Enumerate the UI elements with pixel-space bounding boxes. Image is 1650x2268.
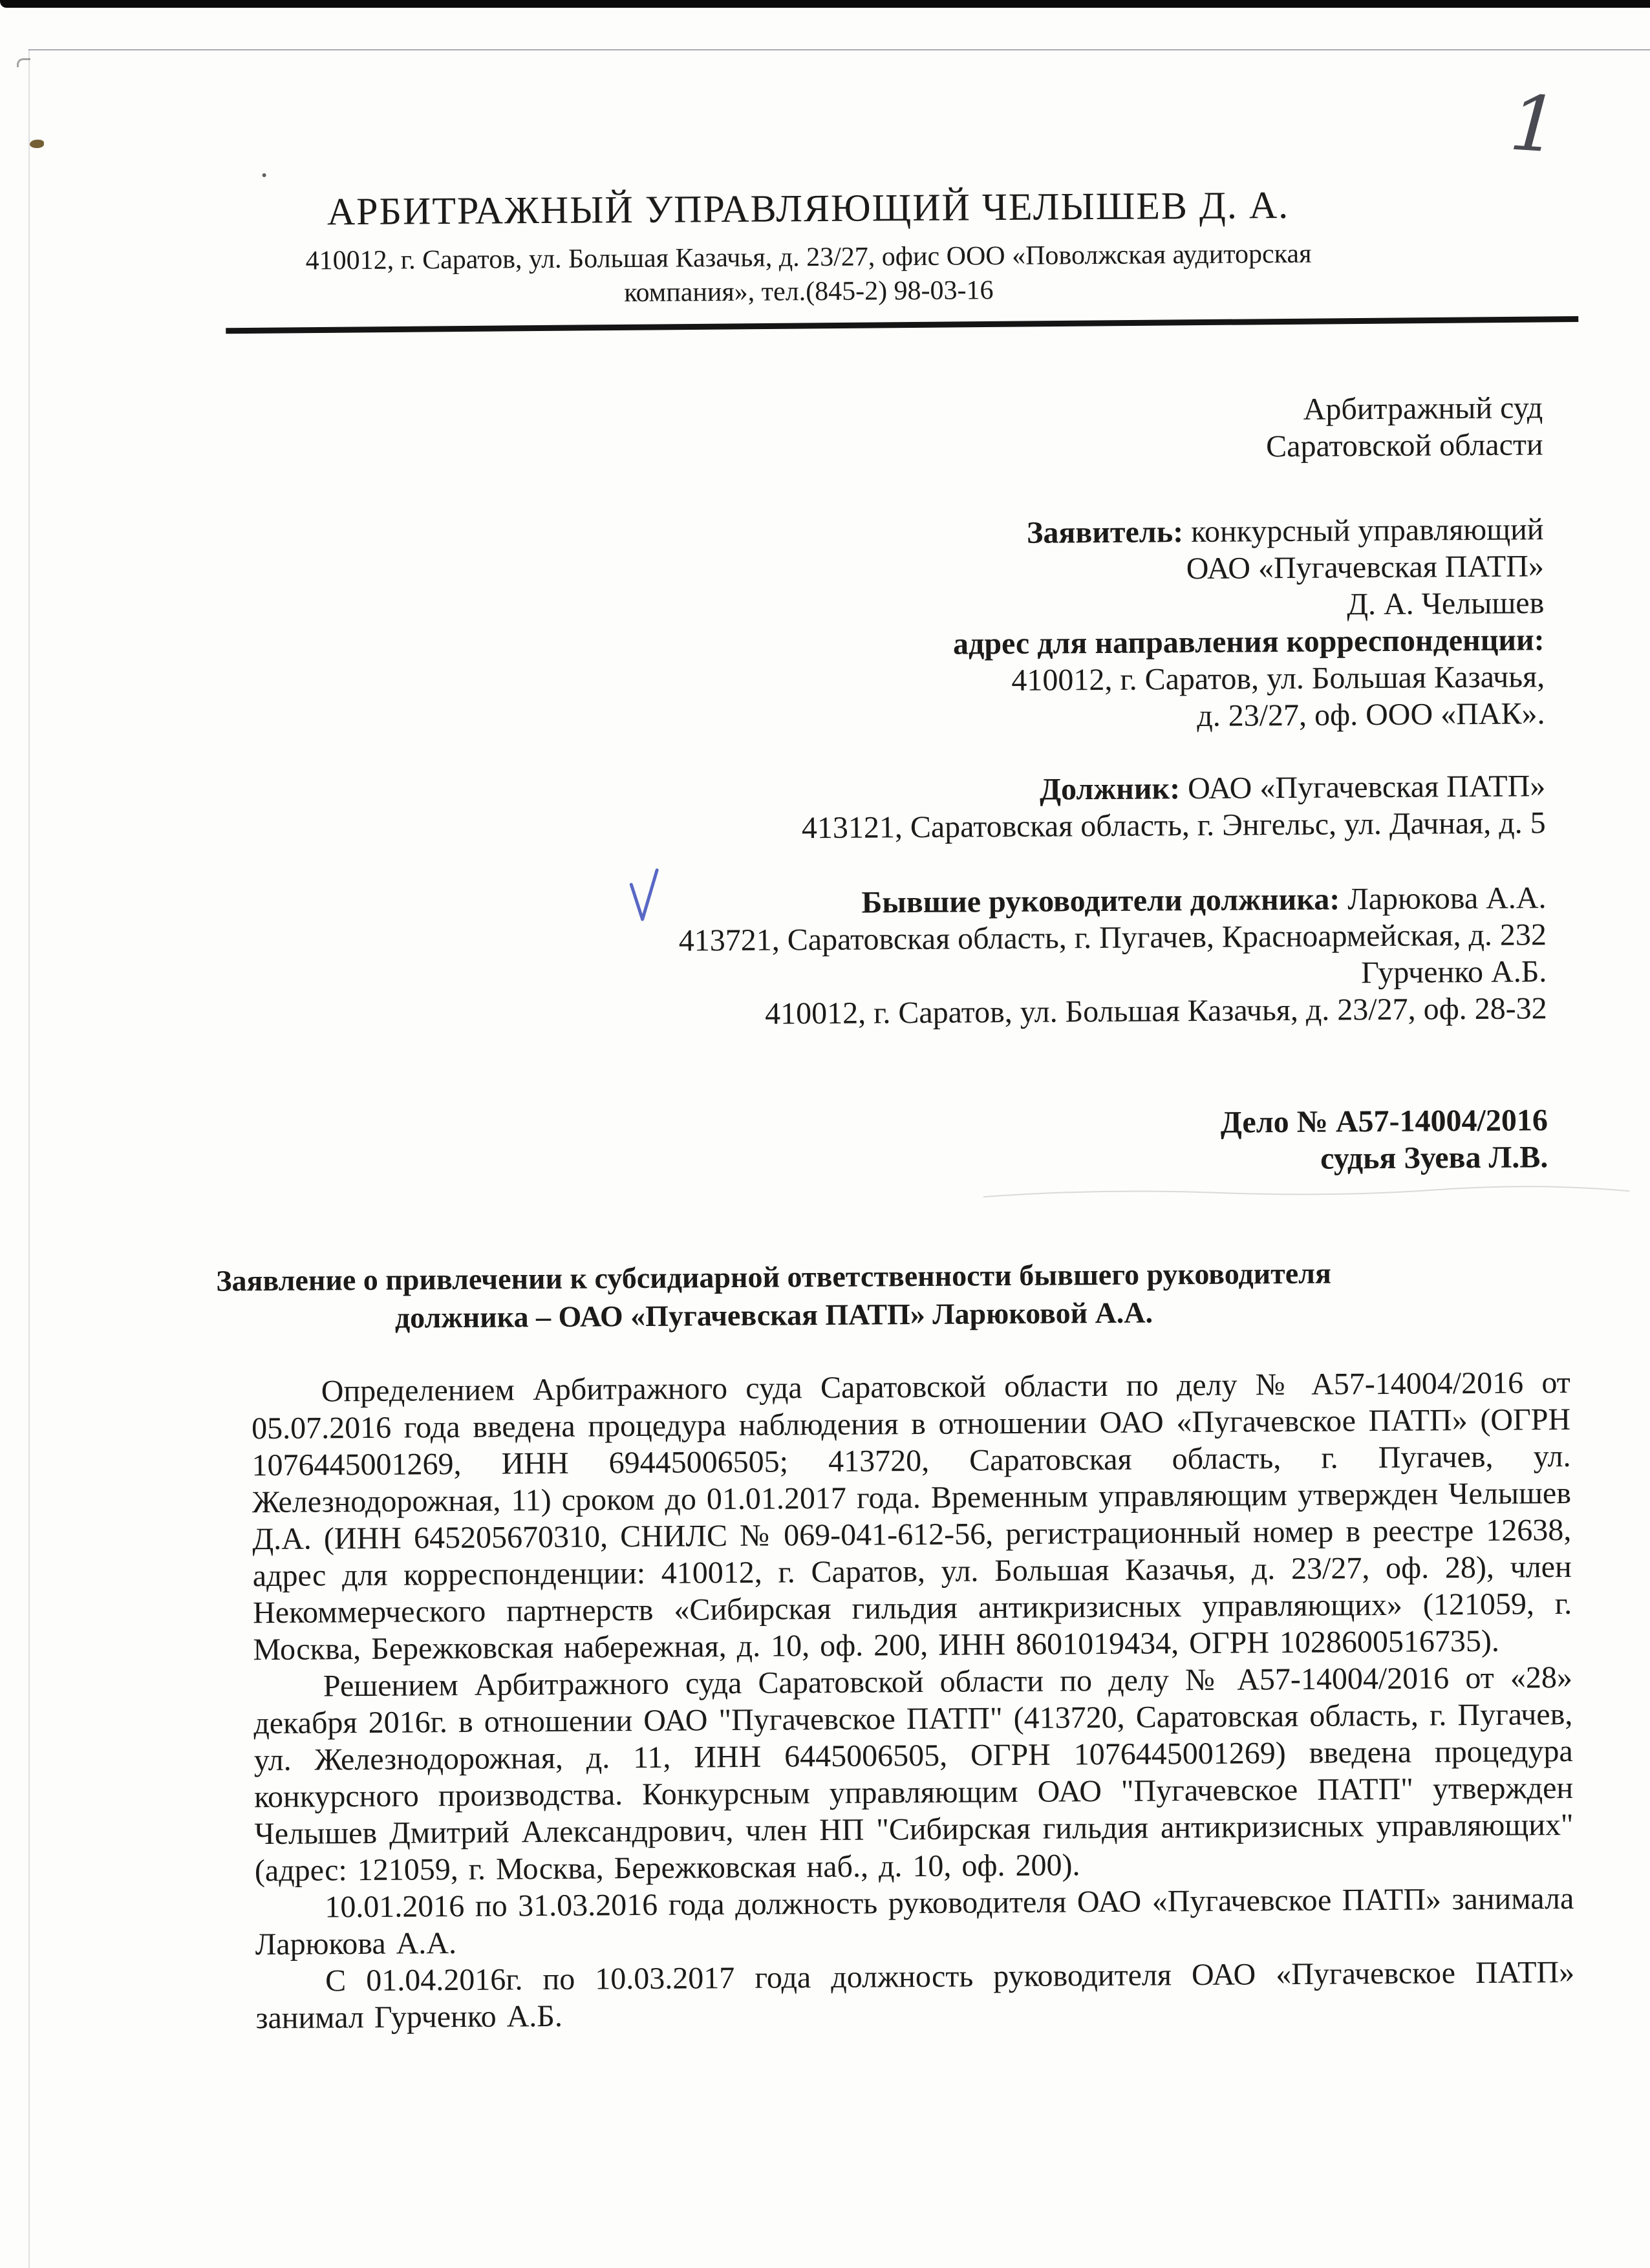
former-heads-label: Бывшие руководители должника: bbox=[861, 882, 1340, 920]
recipient-block bbox=[275, 389, 1548, 1184]
former-head2-address: 410012, г. Саратов, ул. Большая Казачья, д. 23/27, оф. 28-32 bbox=[764, 991, 1547, 1031]
applicant-label: Заявитель: bbox=[1026, 515, 1184, 550]
applicant-org: ОАО «Пугачевская ПАТП» bbox=[1186, 549, 1545, 586]
letterhead-address-line2: компания», тел.(845-2) 98-03-16 bbox=[624, 275, 994, 308]
court-name-line2: Саратовской области bbox=[1265, 427, 1543, 464]
letterhead-title: АРБИТРАЖНЫЙ УПРАВЛЯЮЩИЙ ЧЕЛЫШЕВ Д. А. bbox=[327, 183, 1290, 233]
ink-speck bbox=[262, 173, 266, 177]
body-paragraph: Решением Арбитражного суда Саратовской области по делу № А57-14004/2016 от «28» декабря 2016г. в отношении ОАО "Пугачевское ПАТП" (413720, Саратовская область, г. Пугачев, ул. Железнодорожная, д. 11, ИНН 6445006505, ОГРН 1076445001269) введена процедура конкурсного производства. Конкурсным управляющим ОАО "Пугачевское ПАТП" утвержден Челышев Дмитрий Александрович, член НП "Сибирская гильдия антикризисных управляющих" (адрес: 121059, г. Москва, Бережковская наб., д. 10, оф. 200). bbox=[253, 1660, 1574, 1888]
letterhead-address bbox=[103, 236, 1514, 314]
body-paragraph: С 01.04.2016г. по 10.03.2017 года должность руководителя ОАО «Пугачевское ПАТП» занимал Гурченко А.Б. bbox=[255, 1954, 1575, 2036]
handwritten-page-number: 1 bbox=[1506, 78, 1561, 170]
document-title-line1: Заявление о привлечении к субсидиарной ответственности бывшего руководителя bbox=[216, 1256, 1332, 1298]
paper-crease-line bbox=[983, 1186, 1630, 1197]
letterhead bbox=[103, 182, 1514, 314]
document-title-line2: должника – ОАО «Пугачевская ПАТП» Ларюковой А.А. bbox=[394, 1296, 1153, 1334]
correspondence-address-line1: 410012, г. Саратов, ул. Большая Казачья, bbox=[1011, 659, 1545, 698]
judge-name: судья Зуева Л.В. bbox=[1320, 1140, 1548, 1176]
document-body bbox=[252, 1364, 1575, 2037]
pen-checkmark bbox=[627, 862, 666, 927]
pen-checkmark-stroke bbox=[631, 870, 658, 919]
letterhead-address-line1: 410012, г. Саратов, ул. Большая Казачья, д. 23/27, офис ООО «Поволжская аудиторская bbox=[305, 239, 1312, 276]
court-name-line1: Арбитражный суд bbox=[1303, 390, 1543, 427]
correspondence-address-label: адрес для направления корреспонденции: bbox=[952, 623, 1545, 661]
document-title bbox=[117, 1253, 1430, 1338]
applicant-value: конкурсный управляющий bbox=[1190, 512, 1544, 550]
case-number: Дело № А57-14004/2016 bbox=[1220, 1103, 1548, 1140]
body-paragraph: 10.01.2016 по 31.03.2016 года должность руководителя ОАО «Пугачевское ПАТП» занимала Ларюкова А.А. bbox=[255, 1881, 1574, 1962]
applicant-name: Д. А. Челышев bbox=[1347, 586, 1545, 622]
debtor-value: ОАО «Пугачевская ПАТП» bbox=[1187, 769, 1546, 806]
former-head2-name: Гурченко А.Б. bbox=[1361, 954, 1547, 990]
debtor-label: Должник: bbox=[1039, 771, 1181, 807]
body-paragraph: Определением Арбитражного суда Саратовской области по делу № А57-14004/2016 от 05.07.2016 года введена процедура наблюдения в отношении ОАО «Пугачевское ПАТП» (ОГРН 1076445001269, ИНН 69445006505; 413720, Саратовская область, г. Пугачев, ул. Железнодорожная, 11) сроком до 01.01.2017 года. Временным управляющим утвержден Челышев Д.А. (ИНН 645205670310, СНИЛС № 069-041-612-56, регистрационный номер в реестре 12638, адрес для корреспонденции: 410012, г. Саратов, ул. Большая Казачья, д. 23/27, оф. 28), член Некоммерческого партнерств «Сибирская гильдия антикризисных управляющих» (121059, г. Москва, Бережковская набережная, д. 10, оф. 200, ИНН 8601019434, ОГРН 1028600516735). bbox=[251, 1365, 1572, 1667]
letterhead-divider bbox=[226, 316, 1578, 334]
paper-crease bbox=[983, 1181, 1630, 1204]
correspondence-address-line2: д. 23/27, оф. ООО «ПАК». bbox=[1197, 696, 1545, 733]
debtor-address: 413121, Саратовская область, г. Энгельс, ул. Дачная, д. 5 bbox=[801, 806, 1546, 846]
former-heads-value: Ларюкова А.А. bbox=[1347, 881, 1547, 917]
former-head1-address: 413721, Саратовская область, г. Пугачев, Красноармейская, д. 232 bbox=[678, 917, 1547, 958]
